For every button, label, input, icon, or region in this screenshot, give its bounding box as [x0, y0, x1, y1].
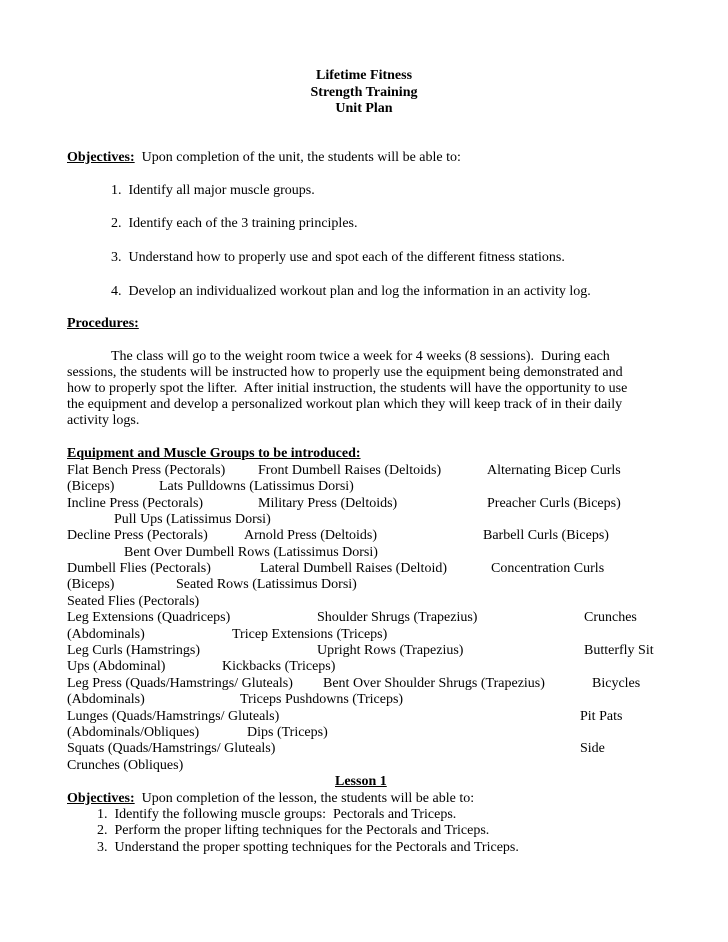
lesson-objective-item-1: 1. Identify the following muscle groups: Pectorals and Triceps. [97, 807, 457, 822]
lesson-objectives-intro: Upon completion of the lesson, the students will be able to: [134, 791, 475, 806]
equipment-entry: Shoulder Shrugs (Trapezius) [317, 610, 478, 625]
lesson-heading: Lesson 1 [335, 774, 387, 789]
equipment-entry: Military Press (Deltoids) [258, 496, 398, 511]
equipment-entry: Alternating Bicep Curls [487, 463, 621, 478]
equipment-entry: Lats Pulldowns (Latissimus Dorsi) [159, 479, 354, 494]
procedures-line: how to properly spot the lifter. After initial instruction, the students will have the opportunity to use [67, 381, 628, 396]
objectives-heading: Objectives: [67, 150, 135, 165]
procedures-heading: Procedures: [67, 316, 139, 331]
equipment-entry: (Biceps) [67, 479, 115, 494]
procedures-line: The class will go to the weight room twice a week for 4 weeks (8 sessions). During each [111, 349, 610, 364]
lesson-objectives-line [67, 791, 474, 807]
equipment-entry: Arnold Press (Deltoids) [244, 528, 377, 543]
equipment-entry: (Abdominals/Obliques) [67, 725, 200, 740]
equipment-entry: Squats (Quads/Hamstrings/ Gluteals) [67, 741, 276, 756]
equipment-entry: Lateral Dumbell Raises (Deltoid) [260, 561, 447, 576]
equipment-entry: Bicycles [592, 676, 641, 691]
equipment-entry: Flat Bench Press (Pectorals) [67, 463, 226, 478]
equipment-entry: Bent Over Shoulder Shrugs (Trapezius) [323, 676, 545, 691]
equipment-heading: Equipment and Muscle Groups to be introduced: [67, 446, 361, 461]
equipment-entry: Leg Press (Quads/Hamstrings/ Gluteals) [67, 676, 293, 691]
equipment-entry: Decline Press (Pectorals) [67, 528, 208, 543]
equipment-entry: (Abdominals) [67, 692, 145, 707]
equipment-entry: Leg Extensions (Quadriceps) [67, 610, 231, 625]
equipment-entry: Incline Press (Pectorals) [67, 496, 204, 511]
equipment-entry: Dips (Triceps) [247, 725, 328, 740]
equipment-entry: Seated Rows (Latissimus Dorsi) [176, 577, 357, 592]
lesson-objective-item-3: 3. Understand the proper spotting techniques for the Pectorals and Triceps. [97, 840, 519, 855]
equipment-entry: Leg Curls (Hamstrings) [67, 643, 200, 658]
equipment-entry: Crunches (Obliques) [67, 758, 184, 773]
equipment-entry: Triceps Pushdowns (Triceps) [240, 692, 404, 707]
equipment-entry: Ups (Abdominal) [67, 659, 166, 674]
procedures-line: sessions, the students will be instructed how to properly use the equipment being demonstrated and [67, 365, 623, 380]
procedures-line: the equipment and develop a personalized workout plan which they will keep track of in their daily [67, 397, 623, 412]
equipment-entry: (Biceps) [67, 577, 115, 592]
equipment-entry: Pit Pats [580, 709, 623, 724]
equipment-entry: Barbell Curls (Biceps) [483, 528, 609, 543]
equipment-entry: Tricep Extensions (Triceps) [232, 627, 388, 642]
objective-item-1: 1. Identify all major muscle groups. [111, 183, 315, 198]
title-line-3: Unit Plan [335, 101, 393, 116]
equipment-entry: (Abdominals) [67, 627, 145, 642]
equipment-entry: Seated Flies (Pectorals) [67, 594, 200, 609]
equipment-entry: Dumbell Flies (Pectorals) [67, 561, 211, 576]
procedures-line: activity logs. [67, 413, 140, 428]
equipment-entry: Upright Rows (Trapezius) [317, 643, 464, 658]
equipment-entry: Kickbacks (Triceps) [222, 659, 336, 674]
lesson-objectives-heading: Objectives: [67, 791, 135, 806]
lesson-objective-item-2: 2. Perform the proper lifting techniques for the Pectorals and Triceps. [97, 823, 490, 838]
equipment-entry: Bent Over Dumbell Rows (Latissimus Dorsi) [124, 545, 378, 560]
objective-item-3: 3. Understand how to properly use and spot each of the different fitness stations. [111, 250, 565, 265]
title-line-2: Strength Training [310, 85, 418, 100]
equipment-entry: Concentration Curls [491, 561, 605, 576]
equipment-entry: Lunges (Quads/Hamstrings/ Gluteals) [67, 709, 280, 724]
equipment-entry: Pull Ups (Latissimus Dorsi) [114, 512, 271, 527]
equipment-entry: Front Dumbell Raises (Deltoids) [258, 463, 442, 478]
objective-item-2: 2. Identify each of the 3 training principles. [111, 216, 358, 231]
title-line-1: Lifetime Fitness [315, 68, 413, 83]
objectives-line [67, 150, 461, 166]
equipment-entry: Butterfly Sit [584, 643, 654, 658]
objective-item-4: 4. Develop an individualized workout plan and log the information in an activity log. [111, 284, 591, 299]
equipment-entry: Crunches [584, 610, 637, 625]
equipment-entry: Side [580, 741, 605, 756]
equipment-entry: Preacher Curls (Biceps) [487, 496, 621, 511]
objectives-intro: Upon completion of the unit, the students will be able to: [134, 150, 461, 165]
